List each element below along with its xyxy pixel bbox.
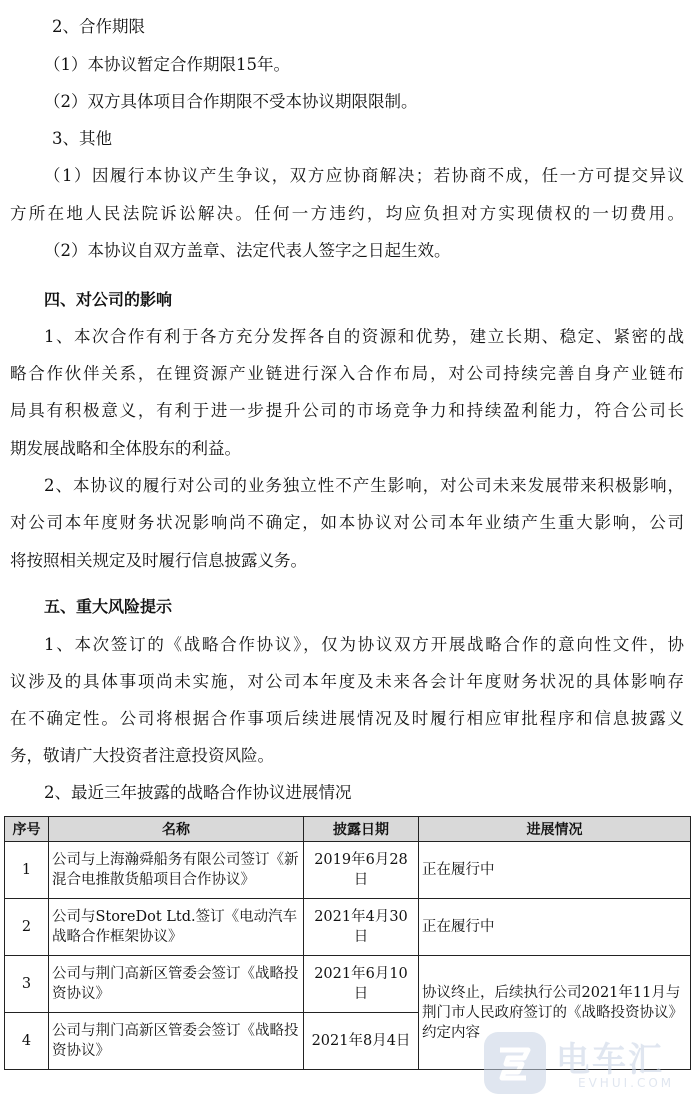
row-no: 1 [5,842,49,899]
row-name: 公司与荆门高新区管委会签订《战略投资协议》 [49,956,304,1013]
section4-p2-line1: 2、本协议的履行对公司的业务独立性不产生影响，对公司未来发展带来积极影响， [44,476,684,495]
section3-item3-p2: （2）本协议自双方盖章、法定代表人签字之日起生效。 [44,241,451,260]
table-row [5,899,691,956]
header-name: 名称 [49,817,304,842]
section4-p1-line2: 略合作伙伴关系，在锂资源产业链进行深入合作布局，对公司持续完善自身产业链布 [10,364,684,383]
row-name: 公司与荆门高新区管委会签订《战略投资协议》 [49,1013,304,1070]
section4-p1-line4: 期发展战略和全体股东的利益。 [10,439,241,458]
row-no: 3 [5,956,49,1013]
section3-item3-title: 3、其他 [52,129,112,148]
row-name: 公司与StoreDot Ltd.签订《电动汽车战略合作框架协议》 [49,899,304,956]
watermark-brand: 电车汇 [556,1040,664,1080]
table-header-row [5,817,691,842]
section5-p1-line3: 在不确定性。公司将根据合作事项后续进展情况及时履行相应审批程序和信息披露义 [10,709,684,728]
section4-p1-line3: 局具有积极意义，有利于进一步提升公司的市场竞争力和持续盈利能力，符合公司长 [10,401,684,420]
section4-p2-line2: 对公司本年度财务状况影响尚不确定，如本协议对公司本年业绩产生重大影响，公司 [10,513,684,532]
section5-p1-line2: 议涉及的具体事项尚未实施，对公司本年度及未来各会计年度财务状况的具体影响存 [10,672,684,691]
section5-p1-line4: 务，敬请广大投资者注意投资风险。 [10,746,274,765]
row-date: 2021年4月30日 [304,899,419,956]
row-status: 正在履行中 [419,899,691,956]
row-date: 2021年8月4日 [304,1013,419,1070]
section4-p2-line3: 将按照相关规定及时履行信息披露义务。 [10,551,307,570]
row-date: 2019年6月28日 [304,842,419,899]
section4-heading: 四、对公司的影响 [44,290,173,309]
row-date: 2021年6月10日 [304,956,419,1013]
row-status-merged: 协议终止，后续执行公司2021年11月与荆门市人民政府签订的《战略投资协议》约定内容 [419,956,691,1070]
header-no: 序号 [5,817,49,842]
section5-heading: 五、重大风险提示 [44,597,173,616]
section5-p1-line1: 1、本次签订的《战略合作协议》，仅为协议双方开展战略合作的意向性文件，协 [44,635,684,654]
section3-item3-p1-line1: （1）因履行本协议产生争议，双方应协商解决；若协商不成，任一方可提交异议 [44,166,684,185]
watermark-site: EVHUI.COM [578,1076,675,1090]
section4-p1-line1: 1、本次合作有利于各方充分发挥各自的资源和优势，建立长期、稳定、紧密的战 [44,327,684,346]
section3-item2-p1: （1）本协议暂定合作期限15年。 [44,55,290,74]
section5-p2: 2、最近三年披露的战略合作协议进展情况 [44,783,352,802]
evhui-watermark-logo [480,1028,692,1102]
section3-item2-p2: （2）双方具体项目合作期限不受本协议期限限制。 [44,92,418,111]
row-no: 2 [5,899,49,956]
row-name: 公司与上海瀚舜船务有限公司签订《新混合电推散货船项目合作协议》 [49,842,304,899]
table-row [5,956,691,1013]
row-no: 4 [5,1013,49,1070]
header-status: 进展情况 [419,817,691,842]
section3-item3-p1-line2: 方所在地人民法院诉讼解决。任何一方违约，均应负担对方实现债权的一切费用。 [10,204,684,223]
row-status: 正在履行中 [419,842,691,899]
table-row [5,842,691,899]
header-date: 披露日期 [304,817,419,842]
section3-item2-title: 2、合作期限 [52,17,145,36]
evhui-logo-icon [480,1028,550,1098]
